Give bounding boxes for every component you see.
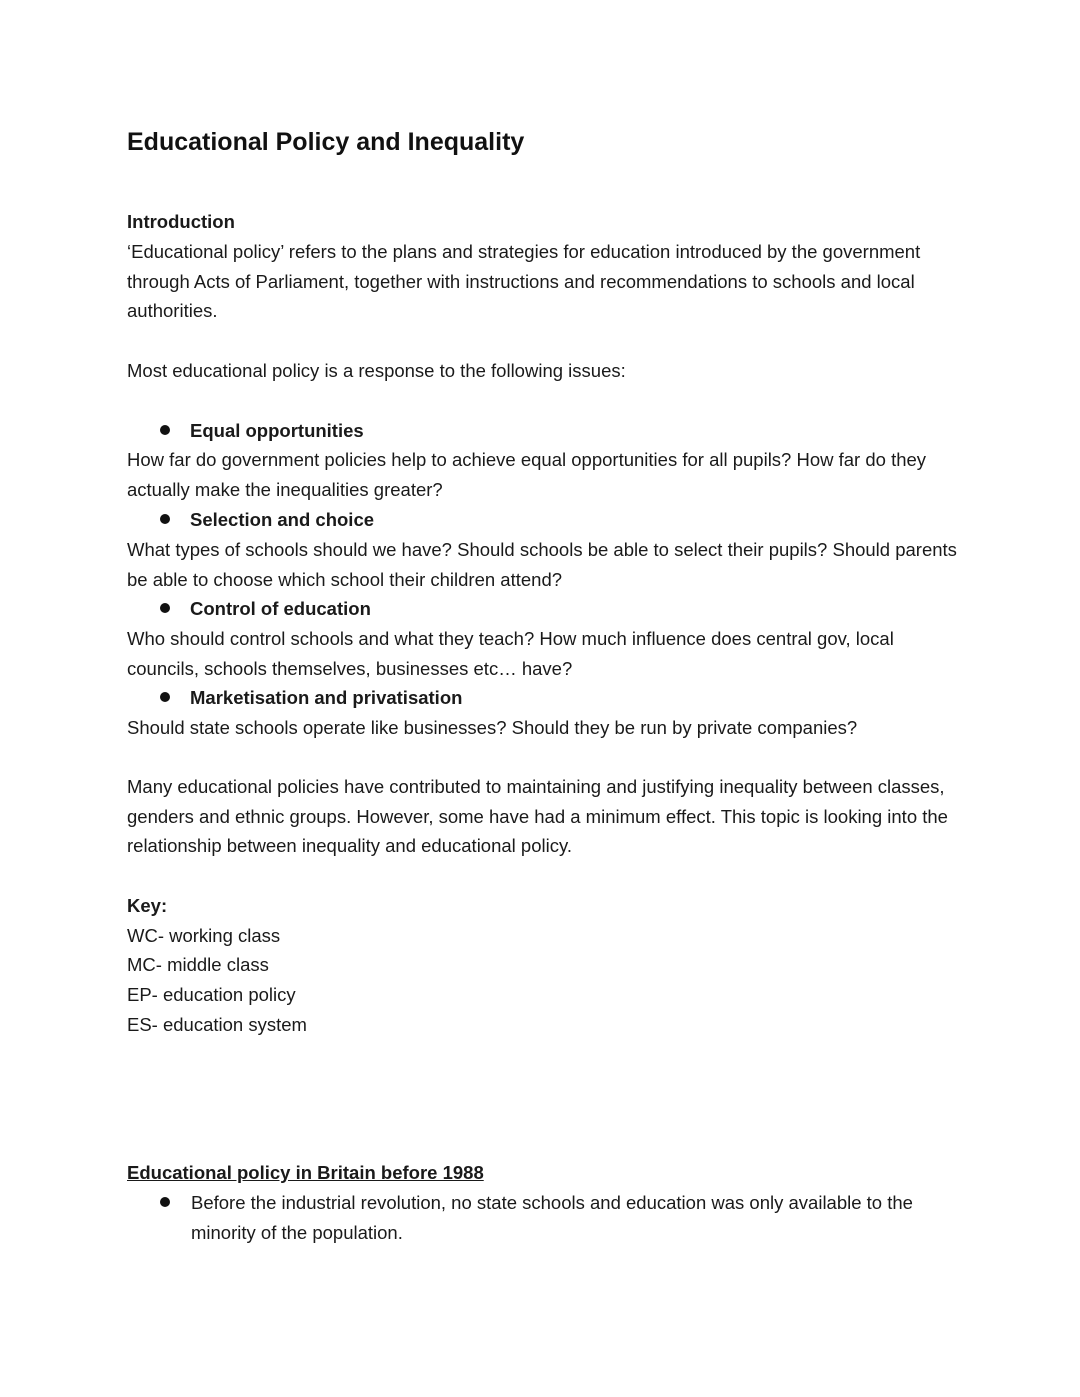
page-title: Educational Policy and Inequality — [127, 128, 525, 156]
bullet-icon — [160, 514, 170, 524]
bullet-icon — [160, 1197, 170, 1207]
key-item: EP- education policy — [127, 984, 296, 1005]
issue-heading — [160, 683, 462, 713]
issue-heading — [160, 505, 374, 535]
issue-text: How far do government policies help to achieve equal opportunities for all pupils? How far do they actually make the inequalities greater? — [127, 449, 927, 500]
bullet-icon — [160, 692, 170, 702]
section-heading: Educational policy in Britain before 1988 — [127, 1162, 484, 1183]
introduction-heading: Introduction — [127, 211, 235, 232]
issue-text: What types of schools should we have? Should schools be able to select their pupils? Should parents be able to choose which school their children attend? — [127, 539, 957, 590]
issue-label: Equal opportunities — [190, 420, 364, 441]
issue-label: Marketisation and privatisation — [190, 687, 463, 708]
issue-label: Selection and choice — [190, 509, 375, 530]
key-item: ES- education system — [127, 1014, 307, 1035]
bullet-icon — [160, 425, 170, 435]
section-bullet-text: Before the industrial revolution, no state schools and education was only available to the minority of the population. — [191, 1192, 913, 1243]
introduction-paragraph: ‘Educational policy’ refers to the plans and strategies for education introduced by the government through Acts of Parliament, together with instructions and recommendations to schools and local authorities. — [127, 241, 921, 322]
issue-label: Control of education — [190, 598, 371, 619]
issue-text: Should state schools operate like businesses? Should they be run by private companies? — [127, 717, 858, 738]
bullet-icon — [160, 603, 170, 613]
key-heading: Key: — [127, 895, 168, 916]
key-item: WC- working class — [127, 925, 281, 946]
key-item: MC- middle class — [127, 954, 269, 975]
issue-heading — [160, 594, 371, 624]
issue-text: Who should control schools and what they teach? How much influence does central gov, local councils, schools themselves, businesses etc… have? — [127, 628, 894, 679]
issues-lead-in: Most educational policy is a response to the following issues: — [127, 360, 626, 381]
section-bullet — [160, 1188, 960, 1243]
issue-heading — [160, 416, 364, 446]
summary-paragraph: Many educational policies have contributed to maintaining and justifying inequality between classes, genders and ethnic groups. However, some have had a minimum effect. This topic is looking into the relationship between inequality and educational policy. — [127, 776, 948, 857]
